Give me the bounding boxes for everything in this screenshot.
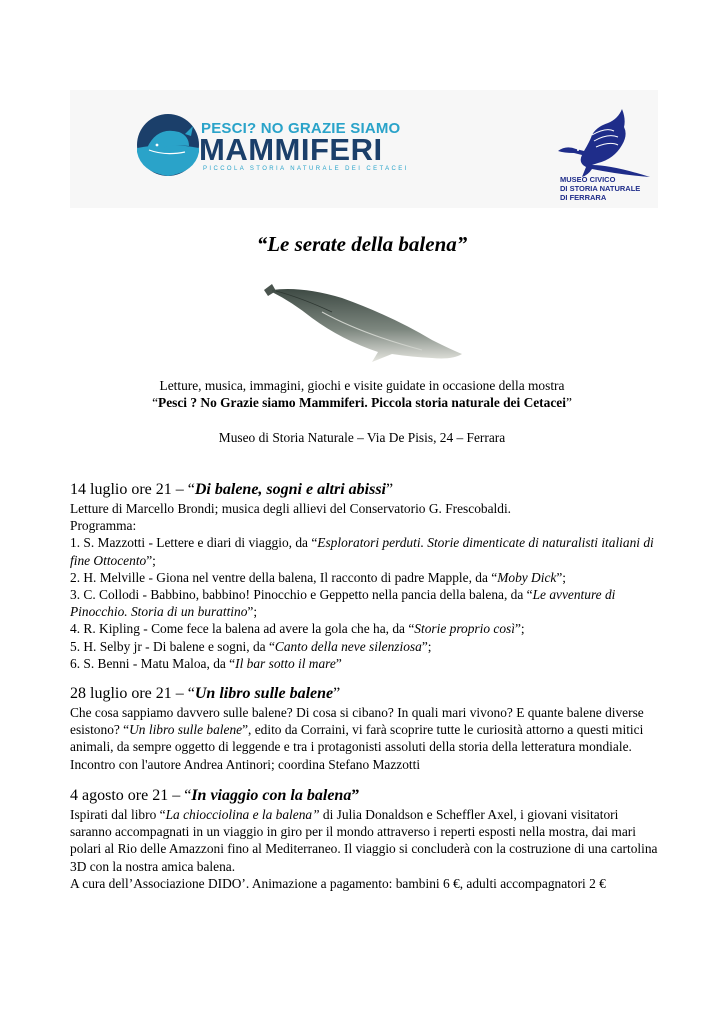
intro-line-2 <box>40 394 684 411</box>
event-2-description: Che cosa sappiamo davvero sulle balene? Di cosa si cibano? In quali mari vivono? E quante balene diverse esistono? “Un libro sulle balene”, edito da Corraini, vi farà scoprire tutte le curiosità attorno a questi mitici animali, da sempre oggetto di leggende e tra i protagonisti assoluti della storia della letteratura mondiale. Incontro con l'autore Andrea Antinori; coordina Stefano Mazzotti <box>70 705 644 772</box>
program-item: 4. R. Kipling - Come fece la balena ad avere la gola che ha, da “Storie proprio così”; <box>70 621 525 637</box>
event-1-description: Letture di Marcello Brondi; musica degli allievi del Conservatorio G. Frescobaldi. <box>70 501 512 516</box>
event-3-heading <box>70 786 660 805</box>
quote-close: ” <box>565 395 572 410</box>
address: Museo di Storia Naturale – Via De Pisis, 24 – Ferrara <box>218 430 506 445</box>
museum-line-3: DI FERRARA <box>560 193 607 202</box>
event-1-quote-close: ” <box>386 481 394 498</box>
program-label: Programma: <box>70 518 137 534</box>
intro-line-1: Letture, musica, immagini, giochi e visite guidate in occasione della mostra <box>159 378 565 393</box>
exhibition-logo <box>135 110 409 185</box>
event-1 <box>70 480 660 672</box>
logo-line-3: PICCOLA STORIA NATURALE DEI CETACEI <box>203 166 409 172</box>
whale-logo-icon <box>135 112 201 178</box>
program-item: 6. S. Benni - Matu Maloa, da “Il bar sotto il mare” <box>70 655 342 671</box>
museum-logo <box>552 105 657 205</box>
whale-illustration <box>262 278 464 364</box>
logo-line-1: PESCI? NO GRAZIE SIAMO <box>201 120 401 137</box>
event-3 <box>70 786 660 892</box>
event-3-quote-close: ” <box>351 787 360 804</box>
program-item: 2. H. Melville - Giona nel ventre della balena, Il racconto di padre Mapple, da “Moby Dick”; <box>70 569 567 585</box>
heron-logo-icon <box>552 105 652 177</box>
event-2-quote-close: ” <box>333 685 341 702</box>
event-3-title: In viaggio con la balena <box>191 787 352 804</box>
program-item: 3. C. Collodi - Babbino, babbino! Pinocchio e Geppetto nella pancia della balena, da “Le avventure di Pinocchio. Storia di un burattino”; <box>70 587 616 620</box>
exhibition-title: Pesci ? No Grazie siamo Mammiferi. Piccola storia naturale dei Cetacei <box>158 395 566 410</box>
museum-line-2: DI STORIA NATURALE <box>560 184 641 193</box>
logo-line-2: MAMMIFERI <box>199 132 383 167</box>
event-2 <box>70 684 660 773</box>
event-1-heading <box>70 480 660 499</box>
event-2-date: 28 luglio ore 21 – “ <box>70 685 195 702</box>
event-3-description: Ispirati dal libro “La chiocciolina e la balena” di Julia Donaldson e Scheffler Axel, i giovani visitatori saranno accompagnati in un viaggio in giro per il mondo attraverso i reperti esposti nella mostra, dai mari polari al Rio delle Amazzoni fino al Mediterraneo. Il viaggio si concluderà con la costruzione di una cartolina 3D con la nostra amica balena. <box>70 807 658 874</box>
event-2-title: Un libro sulle balene <box>194 685 334 702</box>
museum-name <box>560 175 640 202</box>
event-1-date: 14 luglio ore 21 – “ <box>70 481 195 498</box>
program-item: 1. S. Mazzotti - Lettere e diari di viaggio, da “Esploratori perduti. Storie dimenticate di naturalisti italiani di fine Ottocento”; <box>70 535 654 568</box>
event-1-title: Di balene, sogni e altri abissi <box>194 481 386 498</box>
museum-line-1: MUSEO CIVICO <box>560 175 616 184</box>
event-2-heading <box>70 684 660 703</box>
event-3-date: 4 agosto ore 21 – “ <box>70 787 192 804</box>
event-3-credits: A cura dell’Associazione DIDO’. Animazione a pagamento: bambini 6 €, adulti accompagnatori 2 € <box>70 875 606 891</box>
page-title: “Le serate della balena” <box>256 232 468 256</box>
program-item: 5. H. Selby jr - Di balene e sogni, da “Canto della neve silenziosa”; <box>70 638 432 654</box>
quote-open: “ <box>152 395 159 410</box>
